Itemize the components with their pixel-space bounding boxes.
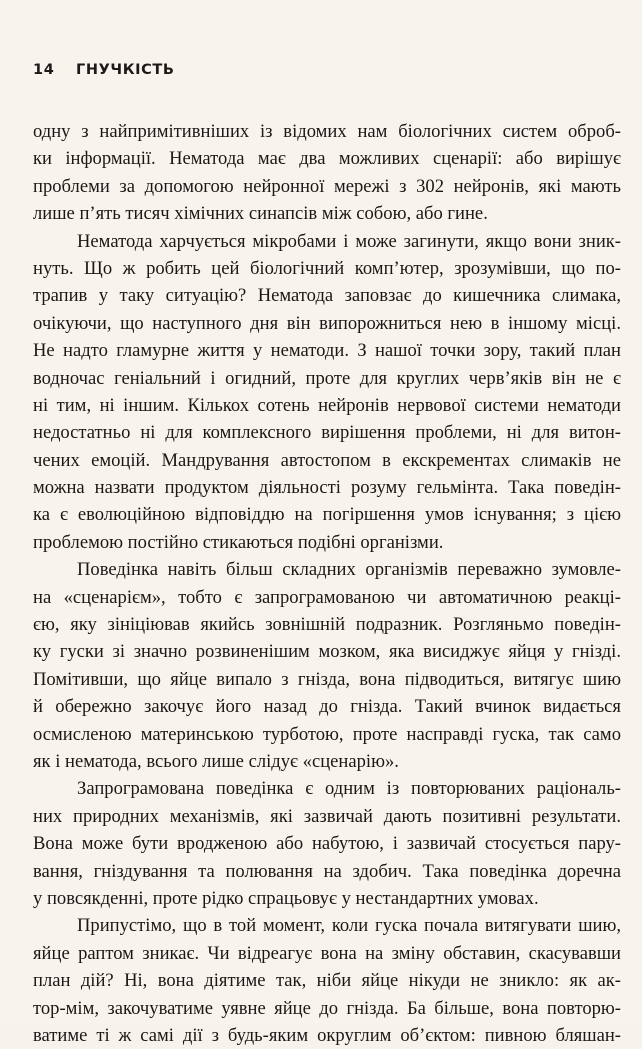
text-line: лише п’ять тисяч хімічних синапсів між собою, або гине. xyxy=(33,203,488,225)
text-line: яйце раптом зникає. Чи відреагує вона на зміну обставин, скасувавши xyxy=(33,942,621,964)
running-title: ГНУЧКІСТЬ xyxy=(76,62,175,78)
paragraph xyxy=(33,118,621,228)
text-line: ні тим, ні іншим. Кількох сотень нейронів нервової системи нематоди xyxy=(33,394,621,416)
running-head xyxy=(33,62,175,78)
text-line: на «сценарієм», тобто є запрограмованою чи автоматичною реакці- xyxy=(33,586,621,608)
text-line: них природних механізмів, які зазвичай дають позитивні результати. xyxy=(33,805,621,827)
text-line: вання, гніздування та полювання на здобич. Така поведінка доречна xyxy=(33,860,621,882)
page-number: 14 xyxy=(33,62,55,78)
text-line: ку гуски зі значно розвиненішим мозком, яка висиджує яйця у гнізді. xyxy=(33,641,621,663)
text-line: Припустімо, що в той момент, коли гуска почала витягувати шию, xyxy=(77,915,621,937)
text-line: ватиме ті ж самі дії з будь-яким округлим об’єктом: пивною бляшан- xyxy=(33,1024,621,1046)
text-line: проблемою постійно стикаються подібні організми. xyxy=(33,531,444,553)
text-line: ка є еволюційною відповіддю на погіршення умов існування; з цією xyxy=(33,504,621,526)
text-line: як і нематода, всього лише слідує «сценарію». xyxy=(33,750,399,772)
text-line: Запрограмована поведінка є одним із повторюваних раціональ- xyxy=(77,778,621,800)
text-line: проблеми за допомогою нейронної мережі з 302 нейронів, які мають xyxy=(33,175,621,197)
paragraph xyxy=(33,775,621,912)
text-line: Помітивши, що яйце випало з гнізда, вона підводиться, витягує шию xyxy=(33,668,621,690)
text-line: тор-мім, закочуватиме уявне яйце до гнізда. Ба більше, вона повторю- xyxy=(33,997,621,1019)
text-line: ки інформації. Нематода має два можливих сценарії: або вирішує xyxy=(33,148,621,170)
text-line: Нематода харчується мікробами і може загинути, якщо вони зник- xyxy=(77,230,621,252)
text-line: Не надто гламурне життя у нематоди. З нашої точки зору, такий план xyxy=(33,340,621,362)
text-line: чених емоцій. Мандрування автостопом в екскрементах слимаків не xyxy=(33,449,621,471)
text-line: єю, яку зініціював якийсь зовнішній подразник. Розгляньмо поведін- xyxy=(33,614,621,636)
text-line: одну з найпримітивніших із відомих нам біологічних систем оброб- xyxy=(33,121,621,142)
body-text xyxy=(33,118,621,1049)
text-line: трапив у таку ситуацію? Нематода заповзає до кишечника слимака, xyxy=(33,285,621,307)
text-line: Поведінка навіть більш складних організмів переважно зумовле- xyxy=(77,559,621,581)
paragraph xyxy=(33,228,621,557)
text-line: недостатньо ні для комплексного вирішення проблеми, ні для витон- xyxy=(33,422,621,444)
paragraph xyxy=(33,556,621,775)
text-line: можна назвати продуктом діяльності розуму гельмінта. Така поведін- xyxy=(33,477,621,499)
text-line: план дій? Ні, вона діятиме так, ніби яйце нікуди не зникло: як ак- xyxy=(33,970,621,992)
text-line: й обережно закочує його назад до гнізда. Такий вчинок видається xyxy=(33,696,621,718)
text-line: осмисленою материнською турботою, проте насправді гуска, так само xyxy=(33,723,621,745)
paragraph xyxy=(33,912,621,1049)
text-line: Вона може бути вродженою або набутою, і зазвичай стосується пару- xyxy=(33,833,621,855)
text-line: нуть. Що ж робить цей біологічний комп’ютер, зрозумівши, що по- xyxy=(33,257,621,279)
text-line: у повсякденні, проте рідко спрацьовує у нестандартних умовах. xyxy=(33,887,539,909)
text-line: водночас геніальний і огидний, проте для круглих черв’яків він не є xyxy=(33,367,621,389)
text-line: очікуючи, що наступного дня він випорожниться нею в іншому місці. xyxy=(33,312,621,334)
